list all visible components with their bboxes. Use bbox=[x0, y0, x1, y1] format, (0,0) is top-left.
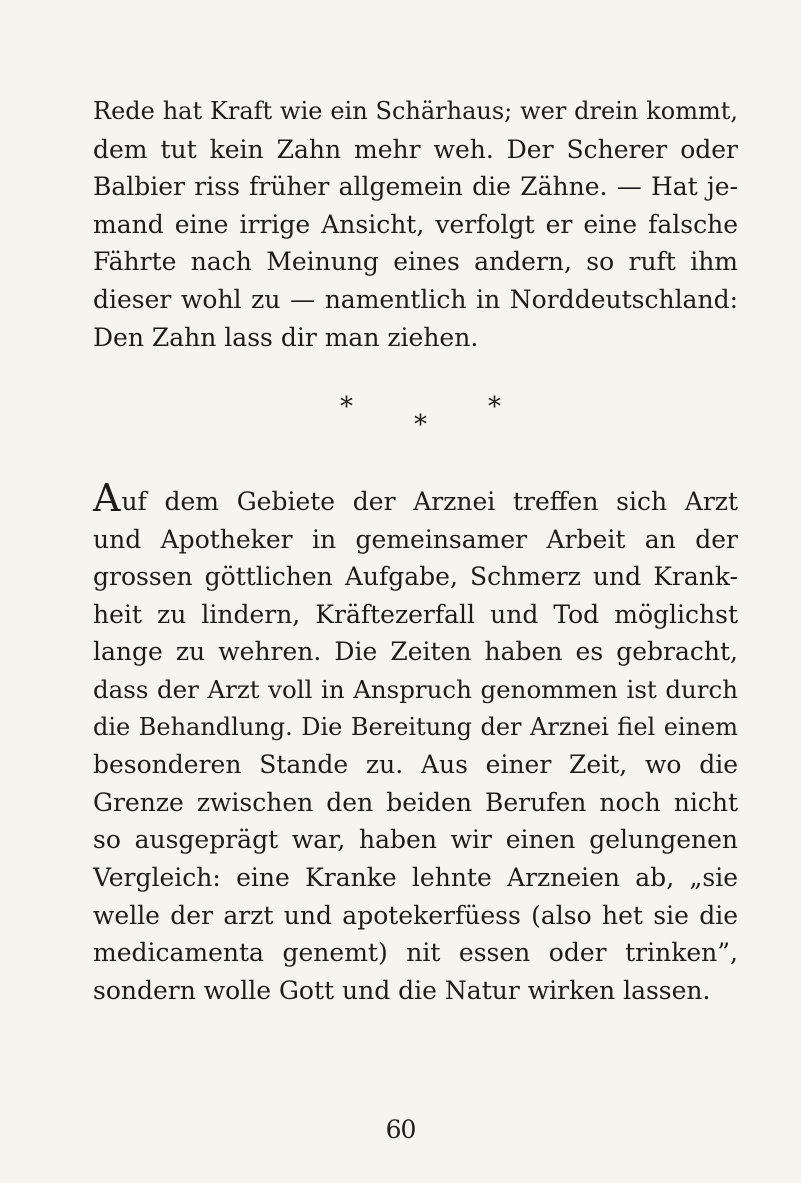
asterism-divider bbox=[0, 388, 801, 438]
paragraph-2-line: die Behandlung. Die Bereitung der Arznei fiel einem bbox=[93, 712, 738, 741]
asterism-star-bottom: * bbox=[414, 410, 427, 440]
paragraph-2-line: medicamenta genemt) nit essen oder trinken”, bbox=[93, 938, 738, 968]
paragraph-1-line: dieser wohl zu — namentlich in Norddeutschland: bbox=[93, 284, 738, 314]
drop-initial: A bbox=[93, 476, 121, 520]
paragraph-2-line: so ausgeprägt war, haben wir einen gelungenen bbox=[93, 825, 738, 855]
page-number: 60 bbox=[385, 1115, 416, 1144]
paragraph-1-line: mand eine irrige Ansicht, verfolgt er eine falsche bbox=[93, 209, 738, 239]
asterism-star-right: * bbox=[488, 392, 501, 422]
paragraph-2-line: dass der Arzt voll in Anspruch genommen ist durch bbox=[93, 674, 738, 704]
paragraph-1 bbox=[93, 93, 738, 356]
paragraph-2-line: sondern wolle Gott und die Natur wirken lassen. bbox=[93, 975, 711, 1005]
paragraph-1-line: Balbier riss früher allgemein die Zähne. — Hat je- bbox=[93, 172, 738, 202]
paragraph-2-line: lange zu wehren. Die Zeiten haben es gebracht, bbox=[93, 637, 738, 667]
paragraph-1-line: Rede hat Kraft wie ein Schärhaus; wer drein kommt, bbox=[93, 97, 738, 125]
paragraph-2-line: Vergleich: eine Kranke lehnte Arzneien ab, „sie bbox=[93, 862, 738, 892]
paragraph-2-first-line bbox=[93, 476, 738, 521]
asterism-star-left: * bbox=[340, 392, 353, 422]
paragraph-2 bbox=[93, 476, 738, 1009]
paragraph-2-line: heit zu lindern, Kräftezerfall und Tod möglichst bbox=[93, 599, 738, 629]
paragraph-1-line: Fährte nach Meinung eines andern, so ruft ihm bbox=[93, 247, 738, 277]
paragraph-1-line: Den Zahn lass dir man ziehen. bbox=[93, 322, 479, 352]
paragraph-1-line: dem tut kein Zahn mehr weh. Der Scherer oder bbox=[93, 134, 738, 164]
paragraph-2-line: Grenze zwischen den beiden Berufen noch nicht bbox=[93, 787, 738, 817]
paragraph-2-line: welle der arzt und apotekerfüess (also het sie die bbox=[93, 900, 738, 930]
paragraph-2-first-line-text: uf dem Gebiete der Arznei treffen sich Arzt bbox=[121, 487, 738, 516]
paragraph-2-line: besonderen Stande zu. Aus einer Zeit, wo die bbox=[93, 750, 738, 780]
paragraph-2-line: und Apotheker in gemeinsamer Arbeit an der bbox=[93, 524, 738, 554]
paragraph-2-line: grossen göttlichen Aufgabe, Schmerz und Krank- bbox=[93, 562, 738, 592]
